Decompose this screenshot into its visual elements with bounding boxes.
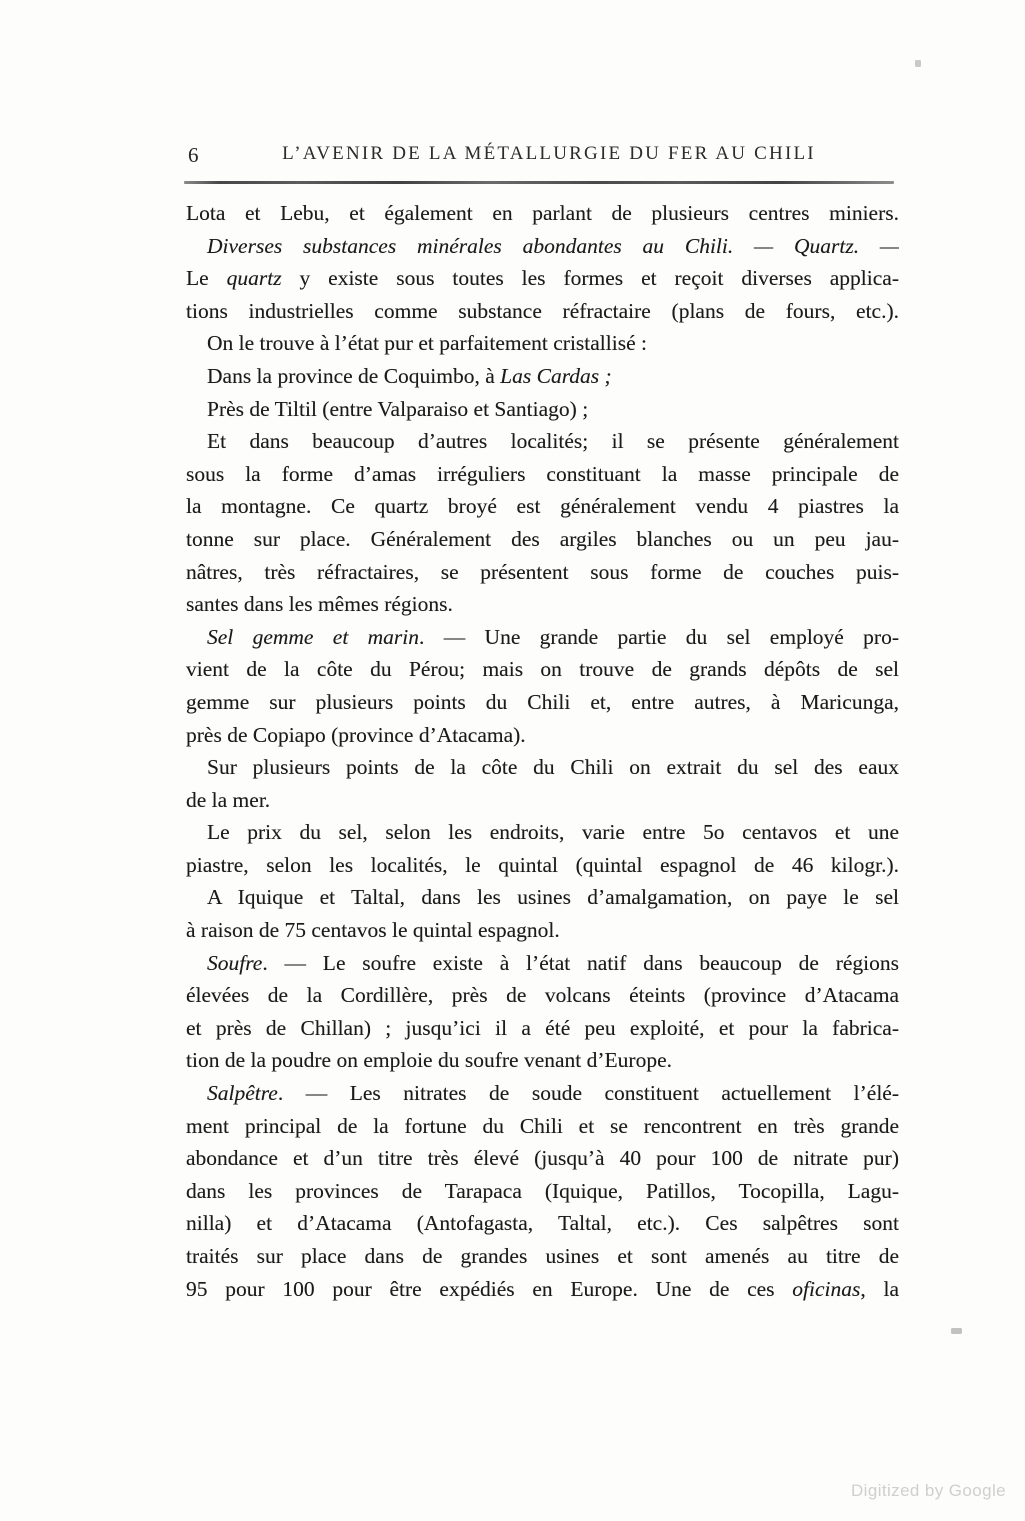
running-head <box>186 142 898 170</box>
text-run: gemme sur plusieurs points du Chili et, entre autres, à Maricunga, <box>186 689 899 714</box>
text-line <box>186 914 899 947</box>
text-line <box>186 719 899 752</box>
text-run: Le <box>186 266 227 291</box>
italic-run: Salpêtre <box>207 1081 278 1106</box>
text-line <box>186 751 899 784</box>
text-run: ment principal de la fortune du Chili et se rencontrent en très grande <box>186 1113 899 1138</box>
italic-run: oficinas <box>792 1276 861 1301</box>
text-run: nilla) et d’Atacama (Antofagasta, Taltal, etc.). Ces salpêtres sont <box>186 1211 899 1236</box>
text-line <box>186 490 899 523</box>
text-line <box>186 979 899 1012</box>
text-line <box>186 947 899 980</box>
text-line <box>186 1110 899 1143</box>
text-line <box>186 197 899 230</box>
text-line <box>186 653 899 686</box>
italic-run: quartz <box>226 266 282 291</box>
text-run: la montagne. Ce quartz broyé est généralement vendu 4 piastres la <box>186 494 899 519</box>
text-line <box>186 556 899 589</box>
text-line <box>186 849 899 882</box>
text-run: santes dans les mêmes régions. <box>186 592 453 617</box>
text-run: et près de Chillan) ; jusqu’ici il a été peu exploité, et pour la fabrica- <box>186 1015 899 1040</box>
text-run: 95 pour 100 pour être expédiés en Europe. Une de ces <box>186 1276 793 1301</box>
text-line <box>186 360 899 393</box>
text-run: près de Copiapo (province d’Atacama). <box>186 722 526 747</box>
digitized-by-google-watermark: Digitized by Google <box>850 1481 1006 1500</box>
scan-speck-right <box>951 1328 962 1334</box>
text-line <box>186 1044 899 1077</box>
text-run: . — Une grande partie du sel employé pro- <box>419 624 899 649</box>
text-run: y existe sous toutes les formes et reçoit diverses applica- <box>281 266 899 291</box>
text-run: abondance et d’un titre très élevé (jusqu’à 40 pour 100 de nitrate pur) <box>186 1146 899 1171</box>
text-line <box>186 523 899 556</box>
text-line <box>186 1207 899 1240</box>
text-run: de la mer. <box>186 787 271 812</box>
text-run: Et dans beaucoup d’autres localités; il se présente généralement <box>207 429 899 454</box>
text-run: On le trouve à l’état pur et parfaitement cristallisé : <box>207 331 647 356</box>
text-run: . — Le soufre existe à l’état natif dans beaucoup de régions <box>262 950 899 975</box>
italic-run: Las Cardas ; <box>500 363 612 388</box>
text-line <box>186 1240 899 1273</box>
text-run: . — Les nitrates de soude constituent actuellement l’élé- <box>277 1081 899 1106</box>
text-line <box>186 588 899 621</box>
text-line <box>186 1012 899 1045</box>
text-run: nâtres, très réfractaires, se présentent sous forme de couches puis- <box>186 559 899 584</box>
text-line <box>186 881 899 914</box>
text-line <box>186 686 899 719</box>
text-line <box>186 458 899 491</box>
text-line <box>186 784 899 817</box>
header-rule <box>184 181 894 184</box>
text-line <box>186 230 899 263</box>
text-run: Dans la province de Coquimbo, à <box>207 363 501 388</box>
text-run: Lota et Lebu, et également en parlant de plusieurs centres miniers. <box>186 201 899 225</box>
text-line <box>186 1175 899 1208</box>
text-run: dans les provinces de Tarapaca (Iquique, Patillos, Tocopilla, Lagu- <box>186 1178 899 1203</box>
text-run: tion de la poudre on emploie du soufre venant d’Europe. <box>186 1048 672 1073</box>
text-run: tions industrielles comme substance réfractaire (plans de fours, etc.). <box>186 298 899 323</box>
text-line <box>186 425 899 458</box>
text-line <box>186 1273 899 1306</box>
text-line <box>186 1077 899 1110</box>
italic-run: Diverses substances minérales abondantes au Chili. — Quartz. — <box>207 233 899 258</box>
italic-run: Soufre <box>207 950 263 975</box>
text-line <box>186 621 899 654</box>
text-run: A Iquique et Taltal, dans les usines d’amalgamation, on paye le sel <box>207 885 899 910</box>
text-line <box>186 262 899 295</box>
italic-run: Sel gemme et marin <box>207 624 420 649</box>
text-run: Le prix du sel, selon les endroits, varie entre 5o centavos et une <box>207 820 899 845</box>
text-run: à raison de 75 centavos le quintal espagnol. <box>186 918 560 943</box>
text-run: Près de Tiltil (entre Valparaiso et Santiago) ; <box>207 396 589 421</box>
text-line <box>186 295 899 328</box>
text-run: tonne sur place. Généralement des argiles blanches ou un peu jau- <box>186 526 899 551</box>
running-title: L’AVENIR DE LA MÉTALLURGIE DU FER AU CHILI <box>282 143 816 164</box>
text-run: vient de la côte du Pérou; mais on trouve de grands dépôts de sel <box>186 657 899 682</box>
text-block <box>186 197 899 1305</box>
text-line <box>186 1142 899 1175</box>
page-number: 6 <box>188 143 199 167</box>
text-run: , la <box>860 1276 899 1301</box>
text-line <box>186 393 899 426</box>
text-run: Sur plusieurs points de la côte du Chili on extrait du sel des eaux <box>207 755 899 780</box>
scan-speck-top <box>915 60 921 67</box>
text-run: sous la forme d’amas irréguliers constituant la masse principale de <box>186 461 899 486</box>
text-line <box>186 327 899 360</box>
text-line <box>186 816 899 849</box>
text-run: traités sur place dans de grandes usines et sont amenés au titre de <box>186 1244 899 1268</box>
text-run: piastre, selon les localités, le quintal (quintal espagnol de 46 kilogr.). <box>186 852 899 877</box>
text-run: élevées de la Cordillère, près de volcans éteints (province d’Atacama <box>186 983 899 1008</box>
